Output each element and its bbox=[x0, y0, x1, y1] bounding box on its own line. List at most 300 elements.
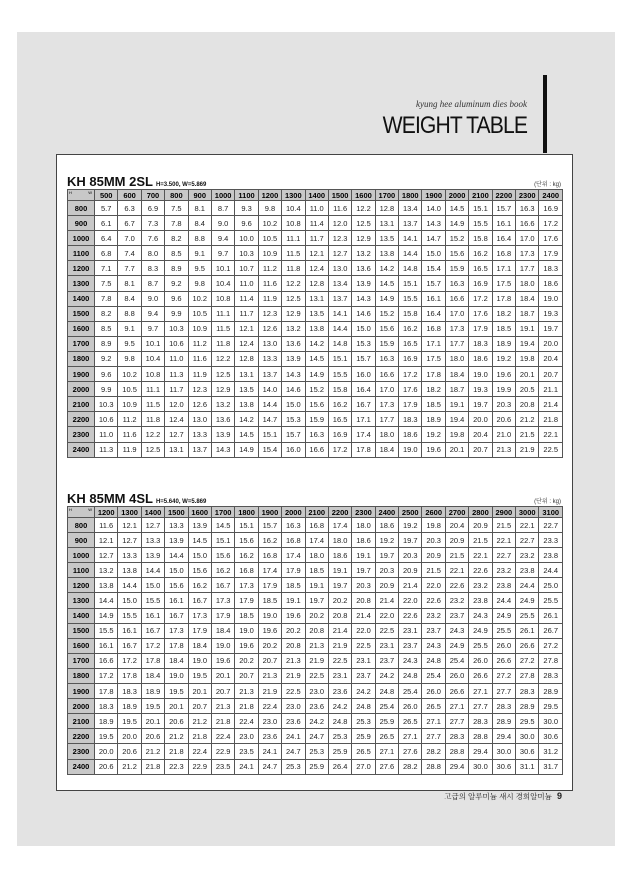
column-header-w: 900 bbox=[188, 190, 211, 201]
row-header-h: 2000 bbox=[68, 699, 95, 714]
row-header-h: 1400 bbox=[68, 291, 95, 306]
weight-cell: 14.5 bbox=[375, 276, 398, 291]
corner-cell bbox=[68, 190, 95, 201]
weight-cell: 7.4 bbox=[118, 246, 141, 261]
weight-cell: 12.1 bbox=[235, 321, 258, 336]
weight-cell: 21.5 bbox=[445, 548, 468, 563]
weight-cell: 19.6 bbox=[422, 442, 445, 457]
column-header-w: 2300 bbox=[516, 190, 539, 201]
weight-cell: 8.5 bbox=[95, 321, 118, 336]
weight-cell: 27.6 bbox=[375, 759, 398, 774]
weight-cell: 7.1 bbox=[95, 261, 118, 276]
weight-cell: 11.6 bbox=[188, 351, 211, 366]
weight-cell: 23.1 bbox=[328, 668, 351, 683]
column-header-w: 500 bbox=[95, 190, 118, 201]
weight-cell: 10.5 bbox=[188, 306, 211, 321]
weight-cell: 15.4 bbox=[258, 442, 281, 457]
weight-cell: 19.6 bbox=[258, 623, 281, 638]
weight-cell: 16.2 bbox=[188, 578, 211, 593]
weight-cell: 20.6 bbox=[165, 714, 188, 729]
weight-cell: 15.2 bbox=[305, 382, 328, 397]
weight-cell: 17.7 bbox=[516, 261, 539, 276]
weight-cell: 23.1 bbox=[352, 653, 375, 668]
weight-cell: 18.0 bbox=[375, 427, 398, 442]
weight-cell: 8.3 bbox=[141, 261, 164, 276]
weight-cell: 24.9 bbox=[516, 593, 539, 608]
weight-cell: 12.5 bbox=[211, 367, 234, 382]
weight-cell: 9.0 bbox=[211, 216, 234, 231]
weight-cell: 19.3 bbox=[539, 306, 563, 321]
table-row bbox=[68, 759, 563, 774]
weight-cell: 16.9 bbox=[399, 351, 422, 366]
weight-cell: 12.5 bbox=[282, 291, 305, 306]
weight-cell: 12.2 bbox=[141, 427, 164, 442]
weight-cell: 11.7 bbox=[165, 382, 188, 397]
weight-cell: 28.9 bbox=[516, 699, 539, 714]
weight-cell: 10.8 bbox=[141, 367, 164, 382]
weight-cell: 22.0 bbox=[375, 608, 398, 623]
weight-cell: 15.7 bbox=[352, 351, 375, 366]
column-header-w: 1300 bbox=[282, 190, 305, 201]
weight-cell: 21.3 bbox=[211, 699, 234, 714]
weight-cell: 6.1 bbox=[95, 216, 118, 231]
weight-cell: 18.4 bbox=[211, 623, 234, 638]
weight-cell: 17.3 bbox=[211, 593, 234, 608]
weight-cell: 28.2 bbox=[422, 744, 445, 759]
weight-cell: 12.4 bbox=[235, 336, 258, 351]
column-header-w: 1800 bbox=[235, 507, 258, 518]
weight-cell: 22.5 bbox=[539, 442, 563, 457]
weight-cell: 25.4 bbox=[375, 699, 398, 714]
table-row bbox=[68, 699, 563, 714]
weight-cell: 10.6 bbox=[95, 412, 118, 427]
weight-cell: 11.6 bbox=[328, 201, 351, 216]
row-header-h: 2200 bbox=[68, 729, 95, 744]
weight-cell: 17.0 bbox=[445, 306, 468, 321]
weight-cell: 14.9 bbox=[375, 291, 398, 306]
weight-cell: 23.1 bbox=[375, 638, 398, 653]
row-header-h: 1700 bbox=[68, 336, 95, 351]
weight-cell: 18.9 bbox=[422, 412, 445, 427]
weight-cell: 21.2 bbox=[118, 759, 141, 774]
weight-cell: 24.1 bbox=[235, 759, 258, 774]
weight-cell: 22.6 bbox=[469, 563, 492, 578]
weight-cell: 23.5 bbox=[211, 759, 234, 774]
column-header-w: 2700 bbox=[445, 507, 468, 518]
table-row bbox=[68, 744, 563, 759]
weight-cell: 27.1 bbox=[469, 684, 492, 699]
weight-cell: 19.6 bbox=[492, 367, 515, 382]
weight-cell: 17.3 bbox=[188, 608, 211, 623]
weight-cell: 14.4 bbox=[95, 593, 118, 608]
weight-cell: 17.9 bbox=[469, 321, 492, 336]
weight-cell: 11.4 bbox=[305, 216, 328, 231]
weight-cell: 29.5 bbox=[516, 714, 539, 729]
row-header-h: 1300 bbox=[68, 276, 95, 291]
weight-cell: 11.2 bbox=[258, 261, 281, 276]
table-row bbox=[68, 397, 563, 412]
weight-cell: 19.0 bbox=[188, 653, 211, 668]
weight-cell: 28.3 bbox=[539, 668, 563, 683]
weight-cell: 20.2 bbox=[282, 623, 305, 638]
column-header-w: 600 bbox=[118, 190, 141, 201]
weight-cell: 18.5 bbox=[422, 397, 445, 412]
weight-cell: 20.1 bbox=[516, 367, 539, 382]
weight-cell: 11.9 bbox=[188, 367, 211, 382]
weight-cell: 30.0 bbox=[469, 759, 492, 774]
weight-cell: 20.6 bbox=[95, 759, 118, 774]
weight-cell: 16.1 bbox=[492, 216, 515, 231]
weight-cell: 20.7 bbox=[258, 653, 281, 668]
weight-cell: 16.3 bbox=[445, 276, 468, 291]
weight-cell: 19.1 bbox=[516, 321, 539, 336]
column-header-w: 1200 bbox=[258, 190, 281, 201]
weight-cell: 26.0 bbox=[469, 653, 492, 668]
weight-cell: 10.9 bbox=[258, 246, 281, 261]
weight-cell: 22.9 bbox=[211, 744, 234, 759]
weight-cell: 27.7 bbox=[422, 729, 445, 744]
column-header-w: 2400 bbox=[539, 190, 563, 201]
weight-cell: 30.6 bbox=[516, 744, 539, 759]
weight-cell: 22.6 bbox=[422, 593, 445, 608]
weight-cell: 13.3 bbox=[118, 548, 141, 563]
weight-table-grid bbox=[67, 189, 563, 458]
weight-cell: 8.4 bbox=[118, 291, 141, 306]
weight-cell: 18.6 bbox=[352, 533, 375, 548]
weight-cell: 15.6 bbox=[211, 548, 234, 563]
weight-cell: 16.8 bbox=[492, 246, 515, 261]
weight-cell: 9.6 bbox=[165, 291, 188, 306]
weight-cell: 22.5 bbox=[328, 653, 351, 668]
weight-cell: 22.0 bbox=[422, 578, 445, 593]
unit-label: (단위 : kg) bbox=[534, 182, 561, 188]
weight-cell: 16.2 bbox=[235, 548, 258, 563]
weight-cell: 18.5 bbox=[235, 608, 258, 623]
weight-cell: 21.4 bbox=[399, 578, 422, 593]
weight-cell: 16.7 bbox=[165, 608, 188, 623]
weight-cell: 12.4 bbox=[165, 412, 188, 427]
table-row bbox=[68, 246, 563, 261]
weight-cell: 16.6 bbox=[95, 653, 118, 668]
weight-cell: 20.2 bbox=[305, 608, 328, 623]
weight-cell: 23.6 bbox=[282, 714, 305, 729]
weight-cell: 19.0 bbox=[539, 291, 563, 306]
weight-cell: 28.9 bbox=[539, 684, 563, 699]
weight-cell: 10.0 bbox=[235, 231, 258, 246]
weight-cell: 23.5 bbox=[235, 744, 258, 759]
row-header-h: 2400 bbox=[68, 442, 95, 457]
weight-cell: 20.9 bbox=[445, 533, 468, 548]
weight-cell: 18.0 bbox=[445, 351, 468, 366]
weight-cell: 18.0 bbox=[352, 518, 375, 533]
weight-cell: 18.3 bbox=[118, 684, 141, 699]
weight-cell: 9.4 bbox=[211, 231, 234, 246]
weight-cell: 18.5 bbox=[305, 563, 328, 578]
weight-cell: 15.0 bbox=[352, 321, 375, 336]
weight-cell: 21.5 bbox=[422, 563, 445, 578]
weight-cell: 12.2 bbox=[211, 351, 234, 366]
weight-cell: 12.2 bbox=[282, 276, 305, 291]
weight-cell: 28.3 bbox=[516, 684, 539, 699]
column-header-w: 1900 bbox=[422, 190, 445, 201]
weight-cell: 11.1 bbox=[282, 231, 305, 246]
weight-cell: 19.5 bbox=[188, 668, 211, 683]
weight-cell: 17.6 bbox=[469, 306, 492, 321]
weight-cell: 20.8 bbox=[282, 638, 305, 653]
weight-cell: 24.1 bbox=[282, 729, 305, 744]
weight-cell: 19.2 bbox=[492, 351, 515, 366]
weight-cell: 30.0 bbox=[539, 714, 563, 729]
weight-cell: 13.2 bbox=[95, 563, 118, 578]
weight-cell: 22.5 bbox=[282, 684, 305, 699]
weight-cell: 16.7 bbox=[118, 638, 141, 653]
weight-cell: 15.0 bbox=[188, 548, 211, 563]
weight-cell: 18.6 bbox=[328, 548, 351, 563]
weight-cell: 25.4 bbox=[422, 668, 445, 683]
weight-cell: 9.2 bbox=[165, 276, 188, 291]
weight-cell: 19.0 bbox=[399, 442, 422, 457]
weight-cell: 27.8 bbox=[516, 668, 539, 683]
weight-cell: 24.8 bbox=[352, 699, 375, 714]
row-header-h: 2300 bbox=[68, 744, 95, 759]
weight-cell: 31.1 bbox=[516, 759, 539, 774]
weight-cell: 19.0 bbox=[258, 608, 281, 623]
weight-cell: 6.4 bbox=[95, 231, 118, 246]
weight-cell: 20.5 bbox=[516, 382, 539, 397]
weight-cell: 22.4 bbox=[211, 729, 234, 744]
weight-cell: 15.0 bbox=[422, 246, 445, 261]
weight-cell: 10.5 bbox=[258, 231, 281, 246]
weight-cell: 23.3 bbox=[539, 533, 563, 548]
weight-cell: 20.3 bbox=[399, 548, 422, 563]
weight-cell: 13.1 bbox=[375, 216, 398, 231]
weight-cell: 24.8 bbox=[375, 684, 398, 699]
row-header-h: 2400 bbox=[68, 759, 95, 774]
weight-cell: 20.4 bbox=[469, 427, 492, 442]
weight-cell: 21.8 bbox=[188, 729, 211, 744]
weight-cell: 16.7 bbox=[141, 623, 164, 638]
weight-cell: 25.4 bbox=[399, 684, 422, 699]
weight-cell: 28.3 bbox=[492, 699, 515, 714]
weight-cell: 22.0 bbox=[352, 623, 375, 638]
weight-cell: 16.2 bbox=[469, 246, 492, 261]
weight-cell: 26.5 bbox=[375, 729, 398, 744]
row-header-h: 1500 bbox=[68, 623, 95, 638]
weight-cell: 23.7 bbox=[352, 668, 375, 683]
weight-cell: 26.5 bbox=[422, 699, 445, 714]
table-row bbox=[68, 623, 563, 638]
weight-cell: 11.0 bbox=[235, 276, 258, 291]
weight-cell: 13.7 bbox=[188, 442, 211, 457]
weight-cell: 17.6 bbox=[399, 382, 422, 397]
weight-cell: 13.4 bbox=[399, 201, 422, 216]
weight-cell: 20.3 bbox=[352, 578, 375, 593]
weight-cell: 11.3 bbox=[165, 367, 188, 382]
weight-cell: 20.1 bbox=[445, 442, 468, 457]
table-row bbox=[68, 306, 563, 321]
weight-cell: 17.9 bbox=[211, 608, 234, 623]
weight-cell: 19.5 bbox=[165, 684, 188, 699]
weight-cell: 27.1 bbox=[399, 729, 422, 744]
column-header-w: 1400 bbox=[141, 507, 164, 518]
weight-cell: 24.3 bbox=[399, 653, 422, 668]
corner-h-label: H bbox=[69, 507, 72, 512]
weight-cell: 21.9 bbox=[258, 684, 281, 699]
weight-cell: 23.6 bbox=[328, 684, 351, 699]
weight-cell: 11.2 bbox=[188, 336, 211, 351]
weight-cell: 19.7 bbox=[305, 593, 328, 608]
weight-cell: 13.1 bbox=[235, 367, 258, 382]
weight-cell: 22.7 bbox=[492, 548, 515, 563]
weight-cell: 20.6 bbox=[141, 729, 164, 744]
weight-cell: 18.5 bbox=[282, 578, 305, 593]
weight-cell: 12.9 bbox=[352, 231, 375, 246]
weight-cell: 20.9 bbox=[399, 563, 422, 578]
weight-cell: 9.3 bbox=[235, 201, 258, 216]
column-header-w: 1200 bbox=[95, 507, 118, 518]
weight-cell: 7.8 bbox=[95, 291, 118, 306]
weight-cell: 25.5 bbox=[516, 608, 539, 623]
weight-cell: 19.8 bbox=[516, 351, 539, 366]
column-header-w: 3000 bbox=[516, 507, 539, 518]
column-header-w: 1500 bbox=[165, 507, 188, 518]
weight-cell: 10.3 bbox=[235, 246, 258, 261]
weight-cell: 20.1 bbox=[141, 714, 164, 729]
weight-cell: 23.2 bbox=[445, 593, 468, 608]
weight-cell: 23.2 bbox=[516, 548, 539, 563]
weight-cell: 13.8 bbox=[235, 397, 258, 412]
weight-cell: 20.2 bbox=[258, 638, 281, 653]
weight-cell: 18.4 bbox=[516, 291, 539, 306]
weight-cell: 16.1 bbox=[95, 638, 118, 653]
weight-cell: 21.4 bbox=[375, 593, 398, 608]
weight-cell: 26.0 bbox=[445, 668, 468, 683]
column-header-w: 2400 bbox=[375, 507, 398, 518]
row-header-h: 2300 bbox=[68, 427, 95, 442]
weight-cell: 15.7 bbox=[422, 276, 445, 291]
weight-cell: 17.9 bbox=[539, 246, 563, 261]
weight-cell: 12.8 bbox=[235, 351, 258, 366]
weight-cell: 25.9 bbox=[305, 759, 328, 774]
weight-cell: 30.6 bbox=[492, 759, 515, 774]
weight-cell: 10.4 bbox=[211, 276, 234, 291]
weight-cell: 17.4 bbox=[282, 548, 305, 563]
weight-cell: 19.7 bbox=[328, 578, 351, 593]
weight-cell: 17.8 bbox=[422, 367, 445, 382]
row-header-h: 1100 bbox=[68, 246, 95, 261]
weight-cell: 14.4 bbox=[258, 397, 281, 412]
weight-cell: 9.9 bbox=[165, 306, 188, 321]
weight-cell: 22.7 bbox=[539, 518, 563, 533]
column-header-w: 2100 bbox=[305, 507, 328, 518]
weight-cell: 22.4 bbox=[188, 744, 211, 759]
table-row bbox=[68, 684, 563, 699]
weight-cell: 21.9 bbox=[282, 668, 305, 683]
corner-w-label: W bbox=[88, 507, 92, 512]
weight-cell: 13.3 bbox=[141, 533, 164, 548]
weight-cell: 15.0 bbox=[141, 578, 164, 593]
weight-cell: 8.0 bbox=[141, 246, 164, 261]
weight-cell: 12.1 bbox=[95, 533, 118, 548]
weight-cell: 27.8 bbox=[539, 653, 563, 668]
weight-cell: 27.6 bbox=[399, 744, 422, 759]
weight-cell: 11.6 bbox=[258, 276, 281, 291]
weight-cell: 8.7 bbox=[211, 201, 234, 216]
weight-cell: 10.8 bbox=[211, 291, 234, 306]
weight-cell: 27.2 bbox=[539, 638, 563, 653]
weight-cell: 19.3 bbox=[469, 382, 492, 397]
weight-cell: 24.4 bbox=[492, 593, 515, 608]
weight-cell: 8.2 bbox=[165, 231, 188, 246]
weight-cell: 27.7 bbox=[492, 684, 515, 699]
column-header-w: 1300 bbox=[118, 507, 141, 518]
weight-cell: 17.4 bbox=[305, 533, 328, 548]
weight-cell: 20.4 bbox=[445, 518, 468, 533]
weight-cell: 20.8 bbox=[352, 593, 375, 608]
column-header-w: 1700 bbox=[375, 190, 398, 201]
weight-cell: 19.1 bbox=[305, 578, 328, 593]
weight-cell: 14.6 bbox=[352, 306, 375, 321]
weight-cell: 16.6 bbox=[445, 291, 468, 306]
weight-cell: 7.8 bbox=[165, 216, 188, 231]
weight-cell: 20.0 bbox=[469, 412, 492, 427]
column-header-w: 2300 bbox=[352, 507, 375, 518]
weight-cell: 23.2 bbox=[422, 608, 445, 623]
weight-cell: 15.5 bbox=[399, 291, 422, 306]
weight-cell: 16.1 bbox=[141, 608, 164, 623]
weight-cell: 20.7 bbox=[539, 367, 563, 382]
table-row bbox=[68, 518, 563, 533]
weight-cell: 22.6 bbox=[399, 608, 422, 623]
weight-cell: 27.1 bbox=[375, 744, 398, 759]
weight-cell: 18.3 bbox=[469, 336, 492, 351]
weight-cell: 13.1 bbox=[165, 442, 188, 457]
weight-cell: 19.0 bbox=[469, 367, 492, 382]
column-header-row bbox=[68, 507, 563, 518]
weight-cell: 14.0 bbox=[422, 201, 445, 216]
weight-cell: 11.5 bbox=[211, 321, 234, 336]
row-header-h: 2100 bbox=[68, 714, 95, 729]
weight-cell: 24.9 bbox=[469, 623, 492, 638]
weight-cell: 21.5 bbox=[516, 427, 539, 442]
weight-cell: 18.7 bbox=[516, 306, 539, 321]
weight-cell: 19.7 bbox=[375, 548, 398, 563]
row-header-h: 1600 bbox=[68, 321, 95, 336]
weight-cell: 21.8 bbox=[141, 759, 164, 774]
column-header-w: 2000 bbox=[282, 507, 305, 518]
corner-w-label: W bbox=[88, 190, 92, 195]
weight-cell: 20.9 bbox=[375, 578, 398, 593]
weight-cell: 10.3 bbox=[95, 397, 118, 412]
weight-cell: 18.3 bbox=[399, 412, 422, 427]
column-header-w: 700 bbox=[141, 190, 164, 201]
row-header-h: 1800 bbox=[68, 351, 95, 366]
weight-cell: 20.0 bbox=[118, 729, 141, 744]
weight-cell: 15.8 bbox=[399, 306, 422, 321]
weight-cell: 16.7 bbox=[188, 593, 211, 608]
weight-cell: 13.2 bbox=[282, 321, 305, 336]
table-row bbox=[68, 382, 563, 397]
weight-cell: 23.8 bbox=[492, 578, 515, 593]
weight-cell: 8.1 bbox=[188, 201, 211, 216]
weight-cell: 19.4 bbox=[445, 412, 468, 427]
weight-cell: 16.2 bbox=[258, 533, 281, 548]
weight-cell: 17.8 bbox=[141, 653, 164, 668]
weight-cell: 25.9 bbox=[328, 744, 351, 759]
weight-cell: 23.0 bbox=[305, 684, 328, 699]
weight-cell: 12.9 bbox=[282, 306, 305, 321]
weight-cell: 22.6 bbox=[445, 578, 468, 593]
